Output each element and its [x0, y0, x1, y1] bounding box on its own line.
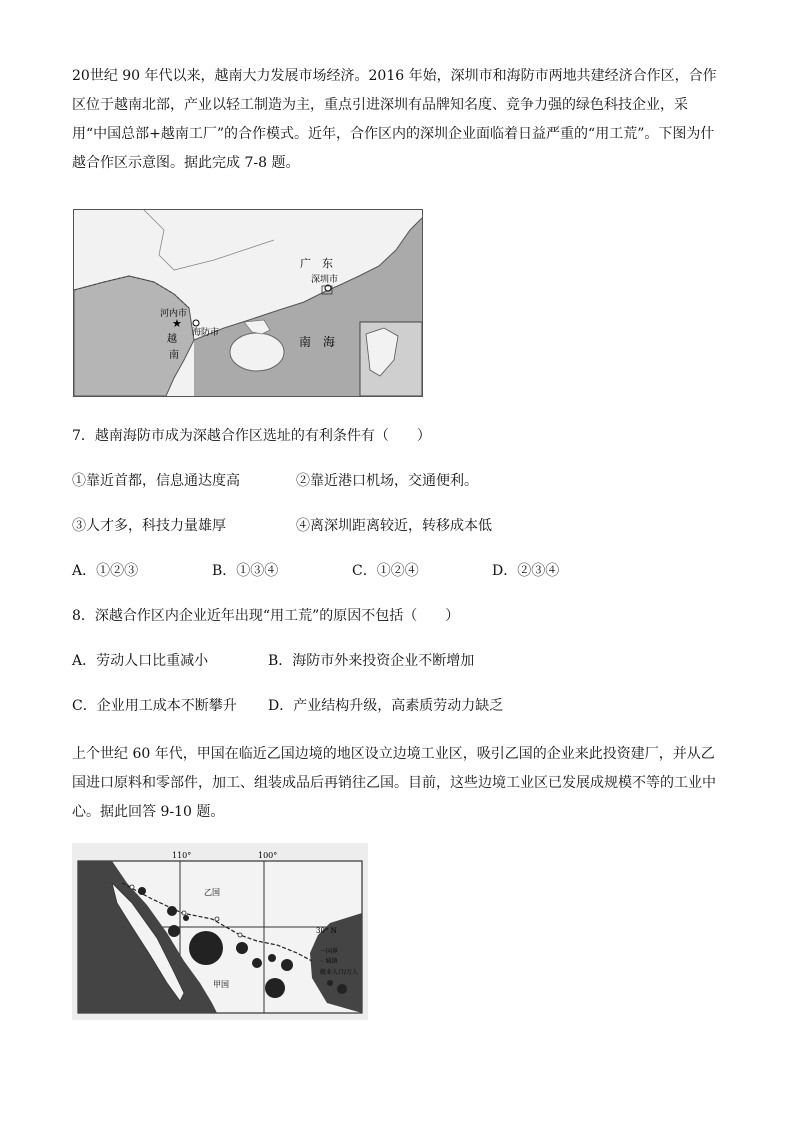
label-yue: 越 [167, 334, 177, 345]
q8-option-c[interactable]: C．企业用工成本不断攀升 [72, 698, 237, 714]
map-border-industry-svg [72, 843, 368, 1020]
map-border-industry [72, 843, 368, 1020]
legend-town: ◦ 城镇 [320, 958, 338, 965]
label-lon-110: 110° [172, 851, 192, 860]
label-lon-100: 100° [258, 851, 278, 860]
label-nan: 南 [169, 350, 179, 361]
label-sea: 南 海 [299, 335, 336, 349]
label-shenzhen: 深圳市 [311, 275, 339, 285]
q7-stem: 7．越南海防市成为深越合作区选址的有利条件有（ ） [72, 428, 431, 444]
label-country-yi: 乙国 [204, 888, 220, 897]
label-guangdong: 广 东 [300, 257, 333, 270]
q8-option-b[interactable]: B．海防市外来投资企业不断增加 [268, 653, 475, 669]
q7-option-c[interactable]: C．①②④ [352, 563, 419, 579]
label-hanoi: 河内市 [160, 309, 188, 319]
q7-statement-4: ④离深圳距离较近，转移成本低 [296, 518, 492, 534]
map-shenzhen-vietnam-svg [74, 210, 422, 396]
hanoi-star-icon: ★ [172, 317, 182, 330]
label-lat-30: 30° N [316, 927, 337, 935]
passage-2: 上个世纪 60 年代，甲国在临近乙国边境的地区设立边境工业区，吸引乙国的企业来此投资建厂，并从乙国进口原料和零部件，加工、组装成品后再销往乙国。目前，这些边境工业区已发展成规模不等的工业中心。据此回答 9-10 题。 [72, 746, 716, 820]
legend-border: 一国界 [320, 948, 339, 955]
q7-statement-3: ③人才多，科技力量雄厚 [72, 518, 226, 534]
q7-statement-2: ②靠近港口机场，交通便利。 [296, 473, 478, 489]
q8-option-d[interactable]: D．产业结构升级，高素质劳动力缺乏 [268, 698, 504, 714]
q7-statement-1: ①靠近首都，信息通达度高 [72, 473, 240, 489]
label-country-jia: 甲国 [213, 980, 229, 989]
q7-option-d[interactable]: D．②③④ [492, 563, 560, 579]
map-shenzhen-vietnam [73, 209, 423, 397]
q7-option-a[interactable]: A．①②③ [72, 563, 139, 579]
q8-stem: 8．深越合作区内企业近年出现“用工荒”的原因不包括（ ） [72, 608, 460, 624]
q7-option-b[interactable]: B．①③④ [212, 563, 279, 579]
label-haiphong: 海防市 [192, 328, 220, 338]
q8-option-a[interactable]: A．劳动人口比重减小 [72, 653, 209, 669]
passage-1: 20世纪 90 年代以来，越南大力发展市场经济。2016 年始，深圳市和海防市两地共建经济合作区，合作区位于越南北部，产业以轻工制造为主，重点引进深圳有品牌知名度、竞争力强的绿色科技企业，采用“中国总部+越南工厂”的合作模式。近年，合作区内的深圳企业面临着日益严重的“用工荒”。下图为什越合作区示意图。据此完成 7-8 题。 [72, 68, 717, 171]
legend-population: 就业人口/万人 [320, 969, 359, 976]
